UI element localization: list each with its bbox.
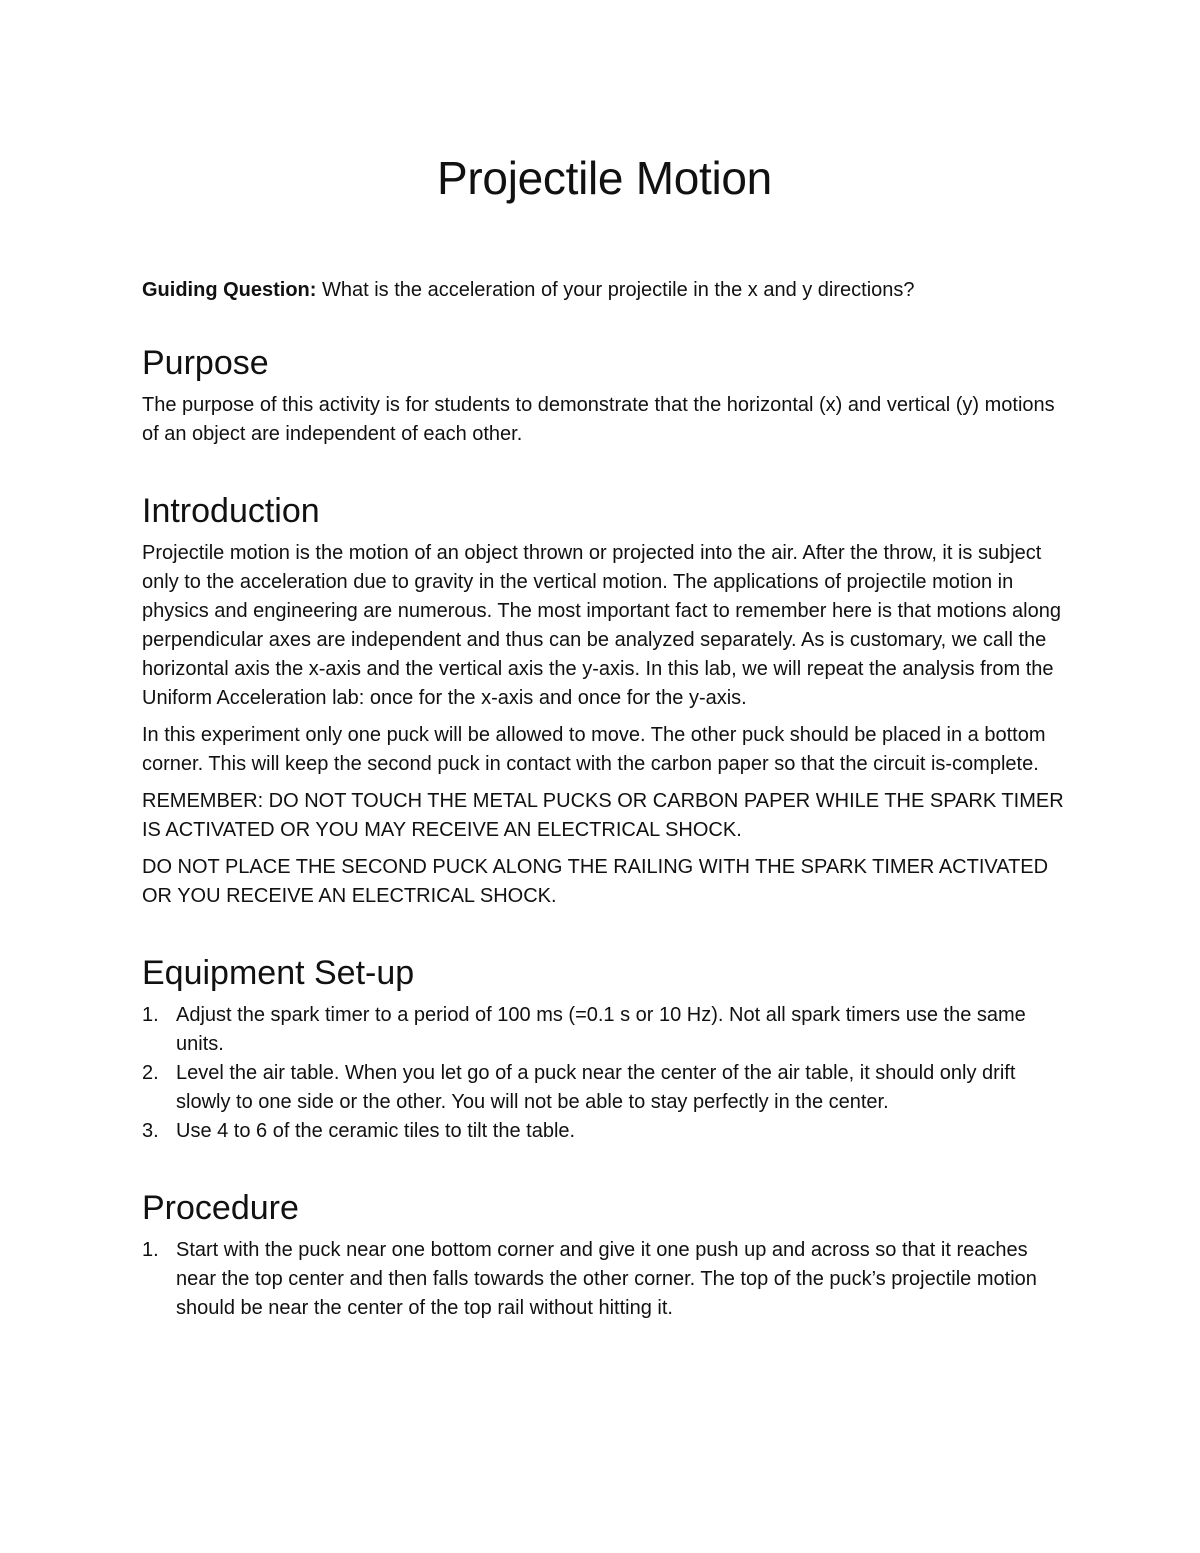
equipment-section: [142, 951, 1067, 1146]
procedure-list: [142, 1236, 1067, 1323]
introduction-paragraph: In this experiment only one puck will be allowed to move. The other puck should be placed in a bottom corner. This will keep the second puck in contact with the carbon paper so that the circuit is-complete.: [142, 724, 1046, 775]
guiding-question: [142, 276, 1067, 305]
warning-paragraph: DO NOT PLACE THE SECOND PUCK ALONG THE RAILING WITH THE SPARK TIMER ACTIVATED OR YOU RECEIVE AN ELECTRICAL SHOCK.: [142, 856, 1049, 907]
list-item-number: 2.: [142, 1062, 159, 1084]
document-page: [142, 148, 1067, 1363]
purpose-heading: Purpose: [142, 344, 269, 382]
guiding-question-label: Guiding Question:: [142, 279, 317, 301]
equipment-list: [142, 1001, 1067, 1146]
list-item-number: 1.: [142, 1004, 159, 1026]
list-item: [142, 1236, 1067, 1323]
list-item: [142, 1117, 1067, 1146]
list-item-text: Level the air table. When you let go of a puck near the center of the air table, it should only drift slowly to one side or the other. You will not be able to stay perfectly in the center.: [176, 1062, 1016, 1113]
equipment-heading: Equipment Set-up: [142, 954, 415, 992]
list-item: [142, 1001, 1067, 1059]
guiding-question-text: What is the acceleration of your projectile in the x and y directions?: [316, 279, 915, 301]
list-item: [142, 1059, 1067, 1117]
list-item-text: Adjust the spark timer to a period of 100 ms (=0.1 s or 10 Hz). Not all spark timers use the same units.: [176, 1004, 1026, 1055]
introduction-section: [142, 489, 1067, 911]
introduction-paragraph: Projectile motion is the motion of an object thrown or projected into the air. After the throw, it is subject only to the acceleration due to gravity in the vertical motion. The applications of projectile motion in physics and engineering are numerous. The most important fact to remember here is that motions along perpendicular axes are independent and thus can be analyzed separately. As is customary, we call the horizontal axis the x-axis and the vertical axis the y-axis. In this lab, we will repeat the analysis from the Uniform Acceleration lab: once for the x-axis and once for the y-axis.: [142, 542, 1061, 709]
page-title: Projectile Motion: [437, 152, 772, 204]
purpose-paragraph: The purpose of this activity is for students to demonstrate that the horizontal (x) and vertical (y) motions of an object are independent of each other.: [142, 394, 1055, 445]
procedure-section: [142, 1186, 1067, 1323]
list-item-number: 3.: [142, 1120, 159, 1142]
warning-paragraph: REMEMBER: DO NOT TOUCH THE METAL PUCKS OR CARBON PAPER WHILE THE SPARK TIMER IS ACTIVATED OR YOU MAY RECEIVE AN ELECTRICAL SHOCK.: [142, 790, 1064, 841]
introduction-heading: Introduction: [142, 492, 320, 530]
list-item-text: Start with the puck near one bottom corner and give it one push up and across so that it reaches near the top center and then falls towards the other corner. The top of the puck’s projectile motion should be near the center of the top rail without hitting it.: [176, 1239, 1037, 1319]
list-item-number: 1.: [142, 1239, 159, 1261]
purpose-section: [142, 341, 1067, 449]
procedure-heading: Procedure: [142, 1189, 299, 1227]
list-item-text: Use 4 to 6 of the ceramic tiles to tilt the table.: [176, 1120, 576, 1142]
